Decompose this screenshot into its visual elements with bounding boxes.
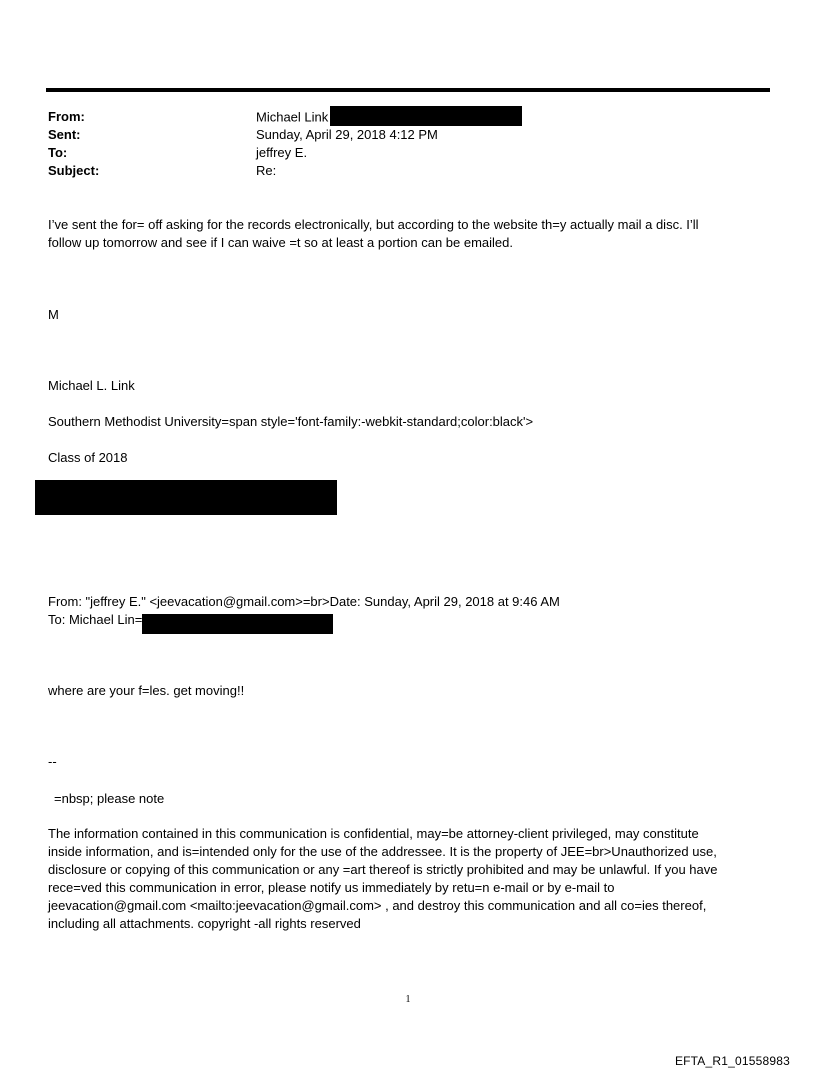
- page-number: 1: [405, 994, 411, 1005]
- header-rule: [46, 88, 770, 92]
- sent-label: Sent:: [48, 127, 81, 142]
- disclaimer-line-2: inside information, and is=intended only for the use of the addressee. It is the property of JEE=br>Unauthorized use,: [48, 844, 717, 859]
- header-row-subject: [48, 162, 768, 180]
- from-label: From:: [48, 109, 85, 124]
- quoted-from-line: From: "jeffrey E." <jeevacation@gmail.com>=br>Date: Sunday, April 29, 2018 at 9:46 AM: [48, 594, 560, 609]
- signature-class: Class of 2018: [48, 450, 128, 465]
- disclaimer-line-3: disclosure or copying of this communication or any =art thereof is strictly prohibited and may be unlawful. If you have: [48, 862, 718, 877]
- subject-label: Subject:: [48, 163, 100, 178]
- quoted-please-note: =nbsp; please note: [54, 791, 165, 806]
- email-header: [48, 108, 768, 180]
- header-row-sent: [48, 126, 768, 144]
- bates-number: EFTA_R1_01558983: [674, 1054, 790, 1068]
- redaction-from-email: [330, 106, 522, 126]
- disclaimer-line-1: The information contained in this communication is confidential, may=be attorney-client privileged, may constitute: [48, 826, 699, 841]
- header-row-to: [48, 144, 768, 162]
- from-name: Michael Link: [256, 109, 329, 125]
- message-line-1: I’ve sent the for= off asking for the records electronically, but according to the website th=y actually mail a disc. I’ll: [48, 217, 699, 232]
- disclaimer-line-4: rece=ved this communication in error, please notify us immediately by retu=n e-mail or by e-mail to: [48, 880, 615, 895]
- disclaimer-line-6: including all attachments. copyright -all rights reserved: [48, 916, 361, 931]
- message-initial: M: [48, 307, 59, 322]
- subject-value: Re:: [256, 163, 277, 178]
- header-row-from: [48, 108, 768, 126]
- quoted-body: where are your f=les. get moving!!: [48, 683, 245, 698]
- quoted-to-line: To: Michael Lin=: [48, 612, 143, 627]
- quoted-sig-separator: --: [48, 754, 57, 769]
- message-line-2: follow up tomorrow and see if I can waive =t so at least a portion can be emailed.: [48, 235, 514, 250]
- redaction-signature-block: [35, 480, 337, 515]
- signature-school: Southern Methodist University=span style='font-family:-webkit-standard;color:black'>: [48, 414, 534, 429]
- redaction-quoted-to: [142, 614, 333, 634]
- to-label: To:: [48, 145, 68, 160]
- to-value: jeffrey E.: [256, 145, 308, 160]
- disclaimer-line-5: jeevacation@gmail.com <mailto:jeevacation@gmail.com> , and destroy this communication and all co=ies thereof,: [48, 898, 707, 913]
- signature-name: Michael L. Link: [48, 378, 135, 393]
- sent-value: Sunday, April 29, 2018 4:12 PM: [256, 127, 438, 142]
- from-value: [256, 108, 522, 128]
